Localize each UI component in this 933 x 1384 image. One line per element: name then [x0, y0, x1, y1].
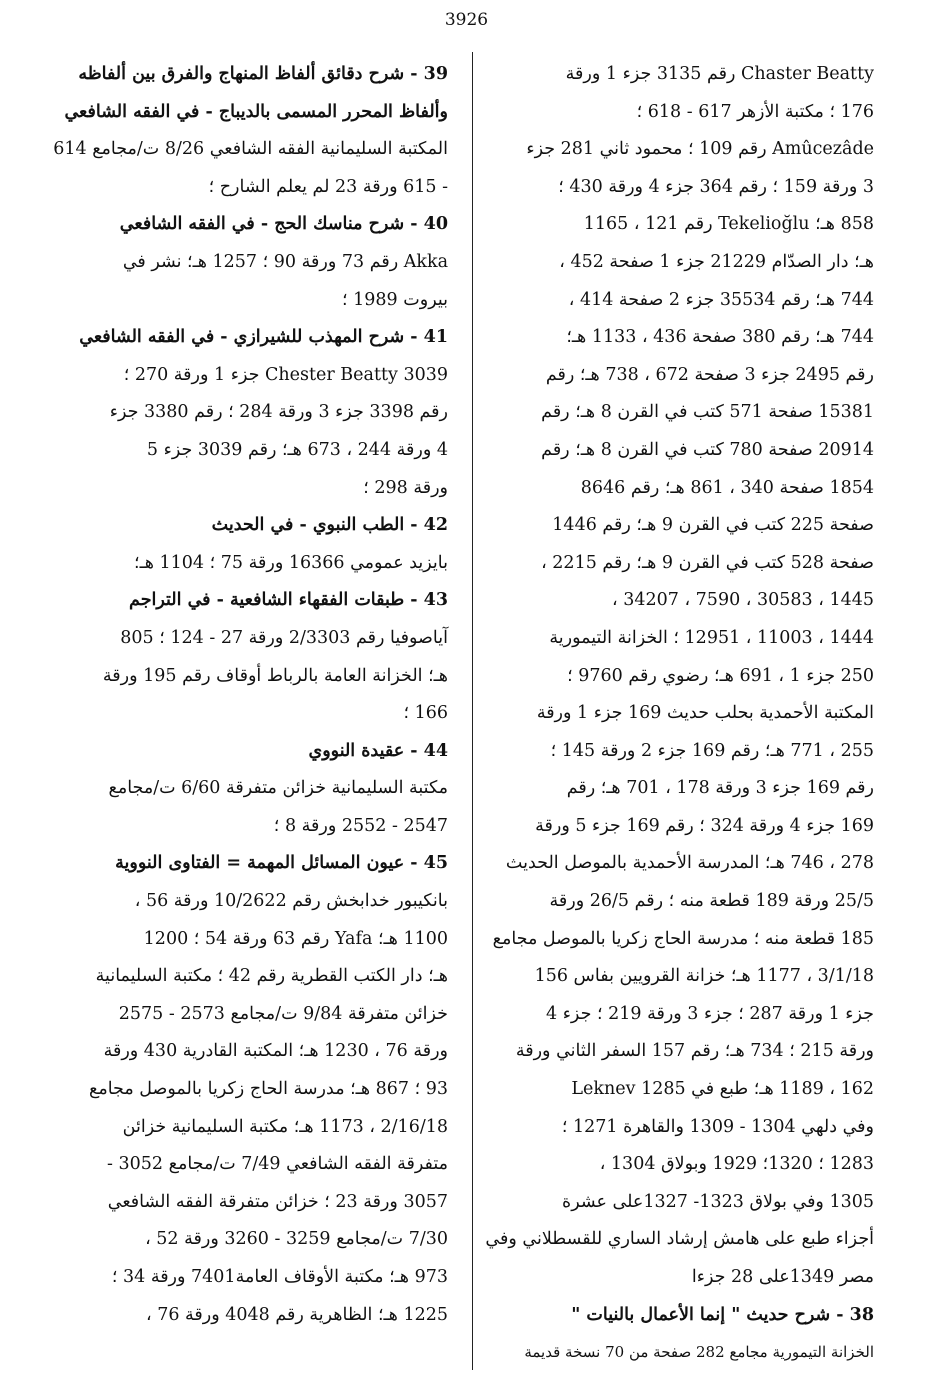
text-line: 278 ، 746 هـ؛ المدرسة الأحمدية بالموصل الحديث — [505, 853, 874, 874]
text-line: هـ؛ الخزانة العامة بالرباط أوقاف رقم 195 ورقة — [102, 665, 448, 686]
text-line: المكتبة السليمانية الفقه الشافعي 8/26 ت/مجامع 614 — [53, 139, 448, 160]
text-line: 166 ؛ — [403, 703, 448, 724]
text-line: 4 ورقة 244 ، 673 هـ؛ رقم 3039 جزء 5 — [146, 439, 448, 460]
right-column — [485, 56, 874, 1372]
text-line: بايزيد عمومي 16366 ورقة 75 ؛ 1104 هـ؛ — [134, 552, 448, 573]
text-line: رقم 3398 جزء 3 ورقة 284 ؛ رقم 3380 جزء — [109, 402, 448, 423]
text-line: مكتبة السليمانية خزائن متفرقة 6/60 ت/مجامع — [108, 778, 448, 799]
entry-heading-line: 41 - شرح المهذب للشيرازي - في الفقه الشافعي — [79, 327, 448, 348]
text-line: رقم 169 جزء 3 ورقة 178 ، 701 هـ؛ رقم — [566, 778, 874, 799]
text-line: بانكيبور خدابخش رقم 10/2622 ورقة 56 ، — [134, 891, 448, 912]
text-line: 162 ، 1189 هـ؛ طبع في Leknev 1285 — [571, 1079, 874, 1100]
text-line: متفرقة الفقه الشافعي 7/49 ت/مجامع 3052 - — [107, 1154, 448, 1175]
text-line: 2547 - 2552 ورقة 8 ؛ — [273, 815, 448, 836]
text-line: 858 هـ؛ Tekelioğlu رقم 121 ، 1165 — [583, 214, 874, 235]
text-line: المكتبة الأحمدية بحلب حديث 169 جزء 1 ورقة — [536, 703, 874, 724]
entry-heading-line: 43 - طبقات الفقهاء الشافعية - في التراجم — [129, 590, 448, 611]
text-line: بيروت 1989 ؛ — [342, 289, 448, 310]
left-column — [53, 56, 448, 1372]
page-number: 3926 — [444, 10, 489, 30]
text-line: هـ؛ دار الصدّام 21229 جزء 1 صفحة 452 ، — [559, 251, 874, 272]
text-line: 20914 صفحة 780 كتب في القرن 8 هـ؛ رقم — [541, 439, 874, 460]
entry-heading-line: 45 - عيون المسائل المهمة = الفتاوى النووية — [115, 853, 448, 874]
text-line: 973 هـ؛ مكتبة الأوقاف العامة7401 ورقة 34 ؛ — [111, 1267, 448, 1287]
text-line: 1225 هـ؛ الظاهرية رقم 4048 ورقة 76 ، — [145, 1304, 448, 1325]
text-line: مصر 1349على 28 جزءا — [691, 1267, 874, 1287]
text-line: 1305 وفي بولاق 1323- 1327على عشرة — [562, 1191, 874, 1212]
entry-heading-line: 40 - شرح مناسك الحج - في الفقه الشافعي — [119, 214, 448, 235]
text-line: وفي دلهي 1304 - 1309 والقاهرة 1271 ؛ — [561, 1116, 874, 1137]
entry-heading-line: 44 - عقيدة النووي — [308, 740, 448, 761]
text-line: 2/16/18 ، 1173 هـ؛ مكتبة السليمانية خزائن — [122, 1116, 448, 1137]
text-line: 15381 صفحة 571 كتب في القرن 8 هـ؛ رقم — [541, 402, 874, 423]
text-line: 255 ، 771 هـ؛ رقم 169 جزء 2 ورقة 145 ؛ — [550, 740, 874, 761]
text-line: Amûcezâde رقم 109 ؛ محمود ثاني 281 جزء — [526, 139, 874, 160]
text-line: ورقة 298 ؛ — [363, 477, 448, 498]
column-divider — [472, 52, 473, 1370]
text-line: جزء 1 ورقة 287 ؛ جزء 3 ورقة 219 ؛ جزء 4 — [546, 1003, 874, 1024]
text-line: 93 ؛ 867 هـ؛ مدرسة الحاج زكريا بالموصل مجامع — [89, 1079, 448, 1100]
text-line: هـ؛ دار الكتب القطرية رقم 42 ؛ مكتبة السليمانية — [95, 966, 448, 987]
text-line: ورقة 215 ؛ 734 هـ؛ رقم 157 السفر الثاني ورقة — [515, 1041, 874, 1062]
text-line: 1283 ؛ 1320؛ 1929 وبولاق 1304 ، — [599, 1154, 874, 1175]
entry-heading-line: 38 - شرح حديث " إنما الأعمال بالنيات " — [571, 1304, 874, 1325]
text-line: - 615 ورقة 23 لم يعلم الشارح ؛ — [208, 176, 448, 197]
text-line: Akka رقم 73 ورقة 90 ؛ 1257 هـ؛ نشر في — [122, 251, 448, 272]
text-line: 250 جزء 1 ، 691 هـ؛ رضوي رقم 9760 ؛ — [567, 665, 874, 686]
text-line: 1854 صفحة 340 ، 861 هـ؛ رقم 8646 — [580, 477, 874, 498]
text-line: 744 هـ؛ رقم 35534 جزء 2 صفحة 414 ، — [568, 289, 874, 310]
text-line: Chester Beatty 3039 جزء 1 ورقة 270 ؛ — [123, 364, 448, 385]
text-line: 1445 ، 30583 ، 7590 ، 34207 ، — [612, 590, 874, 611]
text-line: 25/5 ورقة 189 قطعة منه ؛ رقم 26/5 ورقة — [549, 891, 874, 912]
text-line: 744 هـ؛ رقم 380 صفحة 436 ، 1133 هـ؛ — [566, 327, 874, 348]
text-line: 185 قطعة منه ؛ مدرسة الحاج زكريا بالموصل مجامع — [492, 928, 874, 949]
text-line: آياصوفيا رقم 2/3303 ورقة 27 - 124 ؛ 805 — [120, 627, 448, 648]
text-line: صفحة 225 كتب في القرن 9 هـ؛ رقم 1446 — [552, 515, 874, 536]
text-line: 169 جزء 4 ورقة 324 ؛ رقم 169 جزء 5 ورقة — [535, 815, 874, 836]
text-line: 1100 هـ؛ Yafa رقم 63 ورقة 54 ؛ 1200 — [143, 928, 448, 949]
text-line: صفحة 528 كتب في القرن 9 هـ؛ رقم 2215 ، — [541, 552, 874, 573]
text-line: 176 ؛ مكتبة الأزهر 617 - 618 ؛ — [636, 101, 874, 122]
entry-heading-line: 42 - الطب النبوي - في الحديث — [211, 515, 448, 536]
text-line: 3/1/18 ، 1177 هـ؛ خزانة القرويين بفاس 156 — [534, 966, 874, 987]
text-line: ورقة 76 ، 1230 هـ؛ المكتبة القادرية 430 ورقة — [103, 1041, 448, 1062]
text-line: Chaster Beatty رقم 3135 جزء 1 ورقة — [565, 64, 874, 84]
text-line: 3057 ورقة 23 ؛ خزائن متفرقة الفقه الشافعي — [107, 1191, 448, 1212]
text-line: 3 ورقة 159 ؛ رقم 364 جزء 4 ورقة 430 ؛ — [558, 176, 874, 197]
text-line: رقم 2495 جزء 3 صفحة 672 ، 738 هـ؛ رقم — [545, 364, 874, 385]
text-line: خزائن متفرقة 9/84 ت/مجامع 2573 - 2575 — [118, 1003, 448, 1024]
entry-heading-line: وألفاظ المحرر المسمى بالديباج - في الفقه الشافعي — [64, 101, 448, 122]
text-line: 1444 ، 11003 ، 12951 ؛ الخزانة التيمورية — [549, 627, 874, 648]
text-line: أجزاء طبع على هامش إرشاد الساري للقسطلاني وفي — [485, 1229, 874, 1250]
text-line: 7/30 ت/مجامع 3259 - 3260 ورقة 52 ، — [145, 1229, 448, 1250]
text-line: الخزانة التيمورية مجامع 282 صفحة من 70 نسخة قديمة — [524, 1343, 874, 1362]
entry-heading-line: 39 - شرح دقائق ألفاظ المنهاج والفرق بين ألفاظه — [78, 64, 448, 84]
